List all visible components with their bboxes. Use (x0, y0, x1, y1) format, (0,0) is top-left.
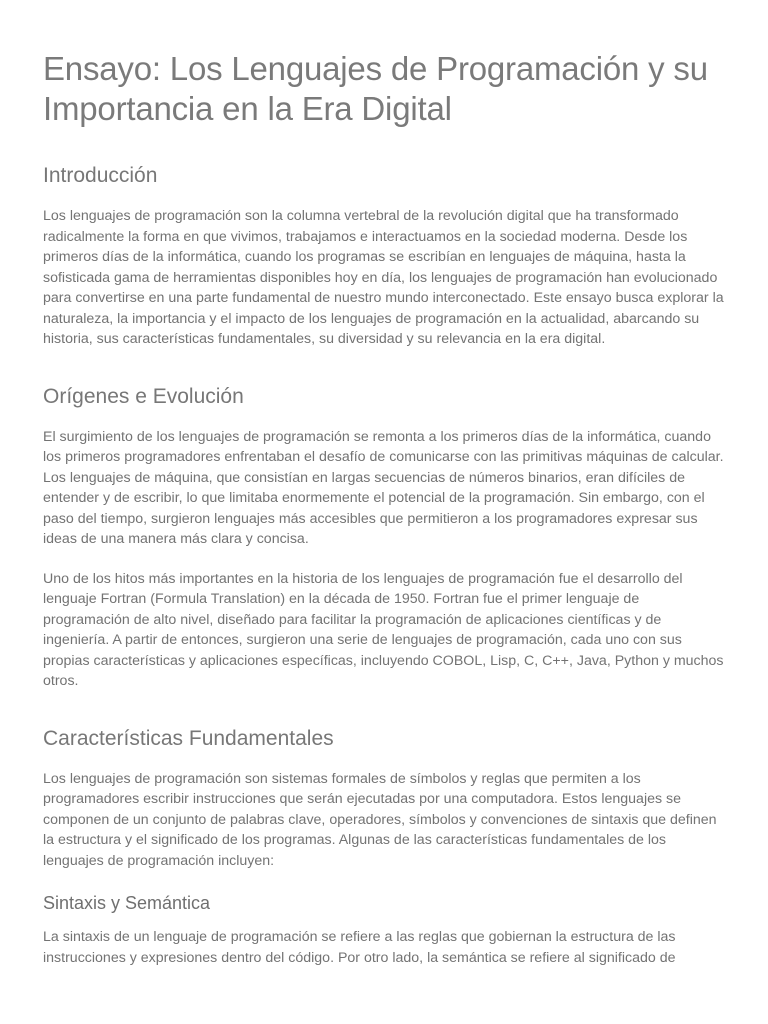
paragraph-origenes-2: Uno de los hitos más importantes en la historia de los lenguajes de programación fue el desarrollo del lenguaje Fortran (Formula Translation) en la década de 1950. Fortran fue el primer lenguaje de programación de alto nivel, diseñado para facilitar la programación de aplicaciones científicas y de ingeniería. A partir de entonces, surgieron una serie de lenguajes de programación, cada uno con sus propias características y aplicaciones específicas, incluyendo COBOL, Lisp, C, C++, Java, Python y muchos otros. (43, 570, 724, 689)
paragraph-origenes-1: El surgimiento de los lenguajes de programación se remonta a los primeros días de la informática, cuando los primeros programadores enfrentaban el desafío de comunicarse con las primitivas máquinas de calcular. Los lenguajes de máquina, que consistían en largas secuencias de números binarios, eran difíciles de entender y de escribir, lo que limitaba enormemente el potencial de la programación. Sin embargo, con el paso del tiempo, surgieron lenguajes más accesibles que permitieron a los programadores expresar sus ideas de una manera más clara y concisa. (43, 428, 724, 547)
section-heading-caracteristicas: Características Fundamentales (43, 726, 334, 750)
paragraph-caracteristicas: Los lenguajes de programación son sistemas formales de símbolos y reglas que permiten a los programadores escribir instrucciones que serán ejecutadas por una computadora. Estos lenguajes se componen de un conjunto de palabras clave, operadores, símbolos y convenciones de sintaxis que definen la estructura y el significado de los programas. Algunas de las características fundamentales de los lenguajes de programación incluyen: (43, 770, 717, 869)
document-title: Ensayo: Los Lenguajes de Programación y su Importancia en la Era Digital (43, 50, 708, 127)
section-heading-introduccion: Introducción (43, 164, 158, 187)
paragraph-sintaxis: La sintaxis de un lenguaje de programación se refiere a las reglas que gobiernan la estructura de las instrucciones y expresiones dentro del código. Por otro lado, la semántica se refiere al significado de (43, 929, 676, 966)
paragraph-introduccion: Los lenguajes de programación son la columna vertebral de la revolución digital que ha transformado radicalmente la forma en que vivimos, trabajamos e interactuamos en la sociedad moderna. Desde los primeros días de la informática, cuando los programas se escribían en lenguajes de máquina, hasta la sofisticada gama de herramientas disponibles hoy en día, los lenguajes de programación han evolucionado para convertirse en una parte fundamental de nuestro mundo interconectado. Este ensayo busca explorar la naturaleza, la importancia y el impacto de los lenguajes de programación en la actualidad, abarcando su historia, sus características fundamentales, su diversidad y su relevancia en la era digital. (43, 208, 724, 347)
subsection-heading-sintaxis: Sintaxis y Semántica (43, 893, 211, 913)
section-heading-origenes: Orígenes e Evolución (43, 384, 244, 408)
